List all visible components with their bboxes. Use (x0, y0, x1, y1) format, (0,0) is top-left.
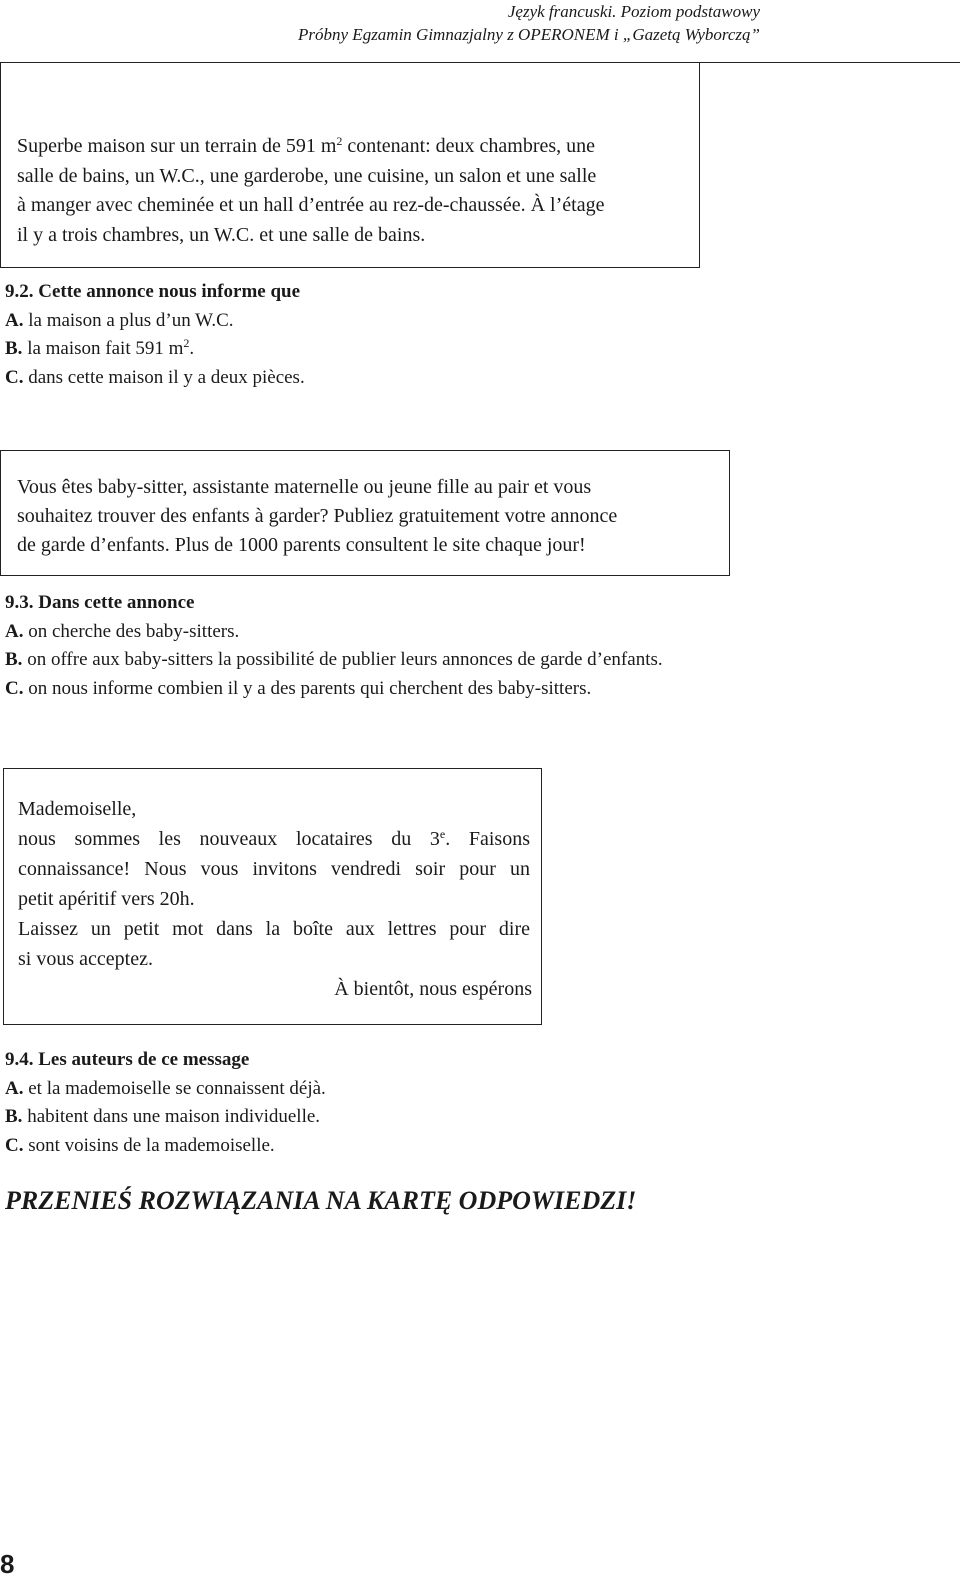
advert-line-2: salle de bains, un W.C., une garderobe, une cuisine, un salon et une salle (17, 164, 597, 187)
note-signature: À bientôt, nous espérons (334, 978, 532, 1000)
question-9-2 (5, 278, 305, 392)
advert-line-4: il y a trois chambres, un W.C. et une salle de bains. (17, 223, 426, 246)
advert-line-2: souhaitez trouver des enfants à garder? Publiez gratuitement votre annonce (17, 505, 618, 527)
neighbours-note-box (3, 768, 542, 1025)
advert-line-3: à manger avec cheminée et un hall d’entrée au rez-de-chaussée. À l’étage (17, 194, 605, 216)
question-title: 9.4. Les auteurs de ce message (5, 1049, 250, 1070)
house-advert-box (0, 62, 700, 268)
advert-line-3: de garde d’enfants. Plus de 1000 parents consultent le site chaque jour! (17, 534, 586, 556)
advert-line-1: Vous êtes baby-sitter, assistante maternelle ou jeune fille au pair et vous (17, 476, 592, 498)
note-line-2: nous sommes les nouveaux locataires du 3e. Faisons (18, 827, 531, 850)
page-header (298, 0, 760, 46)
answer-option-a: A. on cherche des baby-sitters. (5, 620, 240, 642)
header-subject: Język francuski. Poziom podstawowy (507, 2, 760, 21)
header-exam-title: Próbny Egzamin Gimnazjalny z OPERONEM i „Gazetą Wyborczą” (298, 25, 760, 44)
question-9-4 (5, 1046, 326, 1160)
answer-option-c: C. dans cette maison il y a deux pièces. (5, 366, 305, 388)
question-title: 9.3. Dans cette annonce (5, 592, 195, 613)
answer-option-b: B. on offre aux baby-sitters la possibilité de publier leurs annonces de garde d’enfants. (5, 649, 663, 670)
answer-option-c: C. sont voisins de la mademoiselle. (5, 1134, 275, 1156)
page-number: 8 (0, 1549, 15, 1579)
answer-option-c: C. on nous informe combien il y a des parents qui cherchent des baby-sitters. (5, 677, 592, 699)
note-line-4: petit apéritif vers 20h. (18, 888, 195, 910)
advert-line-1: Superbe maison sur un terrain de 591 $m^2$ contenant: deux chambres, une (17, 134, 596, 157)
babysitter-advert-box (0, 450, 730, 576)
answer-option-a: A. et la mademoiselle se connaissent déjà. (5, 1077, 326, 1099)
note-salutation: Mademoiselle, (18, 798, 137, 820)
question-title: 9.2. Cette annonce nous informe que (5, 281, 301, 302)
note-line-5: Laissez un petit mot dans la boîte aux lettres pour dire (18, 918, 530, 940)
answer-option-b: B. habitent dans une maison individuelle. (5, 1106, 321, 1127)
answer-option-b: B. la maison fait 591 $m^2$. (5, 336, 195, 359)
note-line-6: si vous acceptez. (18, 948, 153, 970)
question-9-3 (5, 589, 663, 703)
answer-sheet-instruction: PRZENIEŚ ROZWIĄZANIA NA KARTĘ ODPOWIEDZI! (5, 1186, 637, 1215)
answer-option-a: A. la maison a plus d’un W.C. (5, 309, 234, 331)
note-line-3: connaissance! Nous vous invitons vendredi soir pour un (18, 858, 530, 880)
